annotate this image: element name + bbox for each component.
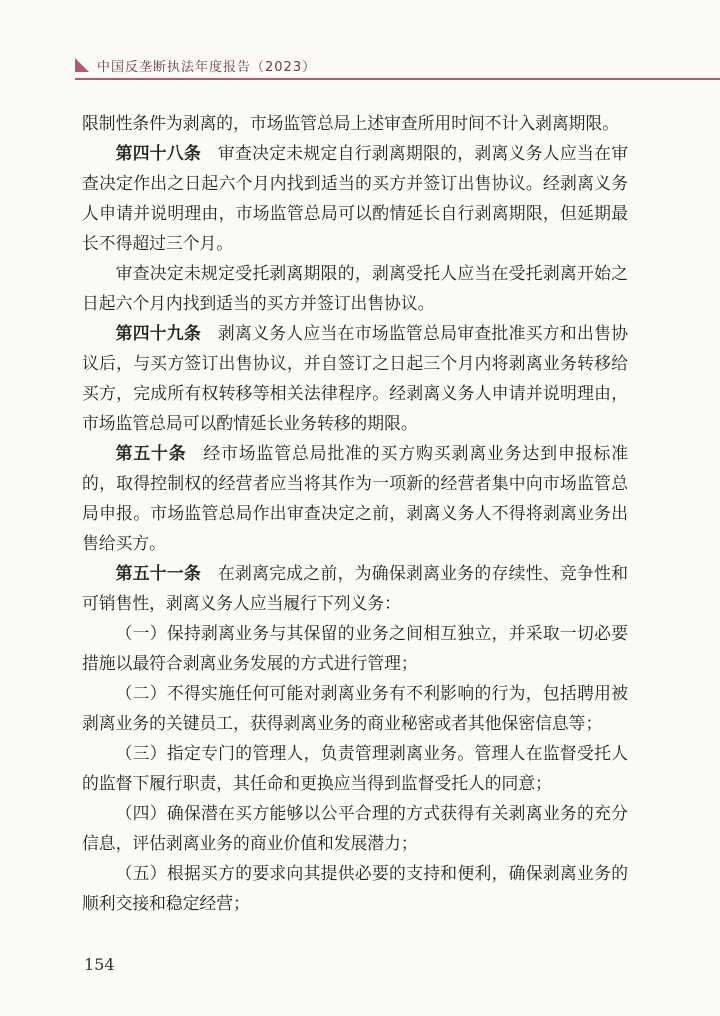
- paragraph: [82, 558, 628, 618]
- paragraph: [82, 438, 628, 558]
- article-number: 第五十一条: [115, 563, 202, 583]
- body-text: [82, 108, 628, 918]
- paragraph-text: 经市场监管总局批准的买方购买剥离业务达到申报标准的，取得控制权的经营者应当将其作为一项新的经营者集中向市场监管总局申报。市场监管总局作出审查决定之前，剥离义务人不得将剥离业务出售给买方。: [82, 443, 628, 553]
- header-title: 中国反垄断执法年度报告（2023）: [97, 60, 317, 75]
- list-item-text: （四）确保潜在买方能够以公平合理的方式获得有关剥离业务的充分信息，评估剥离业务的商业价值和发展潜力；: [82, 803, 628, 853]
- paragraph-text: 限制性条件为剥离的，市场监管总局上述审查所用时间不计入剥离期限。: [82, 113, 620, 133]
- paragraph: [82, 318, 628, 438]
- article-number: 第四十八条: [115, 143, 202, 163]
- list-item: [82, 738, 628, 798]
- article-number: 第四十九条: [115, 323, 202, 343]
- paragraph: [82, 108, 628, 138]
- paragraph: [82, 258, 628, 318]
- list-item: [82, 798, 628, 858]
- paragraph-text: 在剥离完成之前，为确保剥离业务的存续性、竞争性和可销售性，剥离义务人应当履行下列义务：: [82, 563, 628, 613]
- article-number: 第五十条: [115, 443, 187, 463]
- page-number: 154: [84, 955, 115, 974]
- paragraph-text: 审查决定未规定自行剥离期限的，剥离义务人应当在审查决定作出之日起六个月内找到适当的买方并签订出售协议。经剥离义务人申请并说明理由，市场监管总局可以酌情延长自行剥离期限，但延期最长不得超过三个月。: [82, 143, 628, 253]
- list-item-text: （二）不得实施任何可能对剥离业务有不利影响的行为，包括聘用被剥离业务的关键员工，获得剥离业务的商业秘密或者其他保密信息等；: [82, 683, 628, 733]
- list-item: [82, 678, 628, 738]
- paragraph-text: 审查决定未规定受托剥离期限的，剥离受托人应当在受托剥离开始之日起六个月内找到适当的买方并签订出售协议。: [82, 263, 628, 313]
- header-rule: [75, 78, 720, 80]
- paragraph: [82, 138, 628, 258]
- running-header: [75, 54, 720, 82]
- list-item-text: （一）保持剥离业务与其保留的业务之间相互独立，并采取一切必要措施以最符合剥离业务发展的方式进行管理；: [82, 623, 628, 673]
- list-item-text: （五）根据买方的要求向其提供必要的支持和便利，确保剥离业务的顺利交接和稳定经营；: [82, 863, 628, 913]
- list-item-text: （三）指定专门的管理人，负责管理剥离业务。管理人在监督受托人的监督下履行职责，其任命和更换应当得到监督受托人的同意；: [82, 743, 628, 793]
- header-corner-mark: [75, 58, 89, 72]
- list-item: [82, 858, 628, 918]
- paragraph-text: 剥离义务人应当在市场监管总局审查批准买方和出售协议后，与买方签订出售协议，并自签订之日起三个月内将剥离业务转移给买方，完成所有权转移等相关法律程序。经剥离义务人申请并说明理由，市场监管总局可以酌情延长业务转移的期限。: [82, 323, 628, 433]
- list-item: [82, 618, 628, 678]
